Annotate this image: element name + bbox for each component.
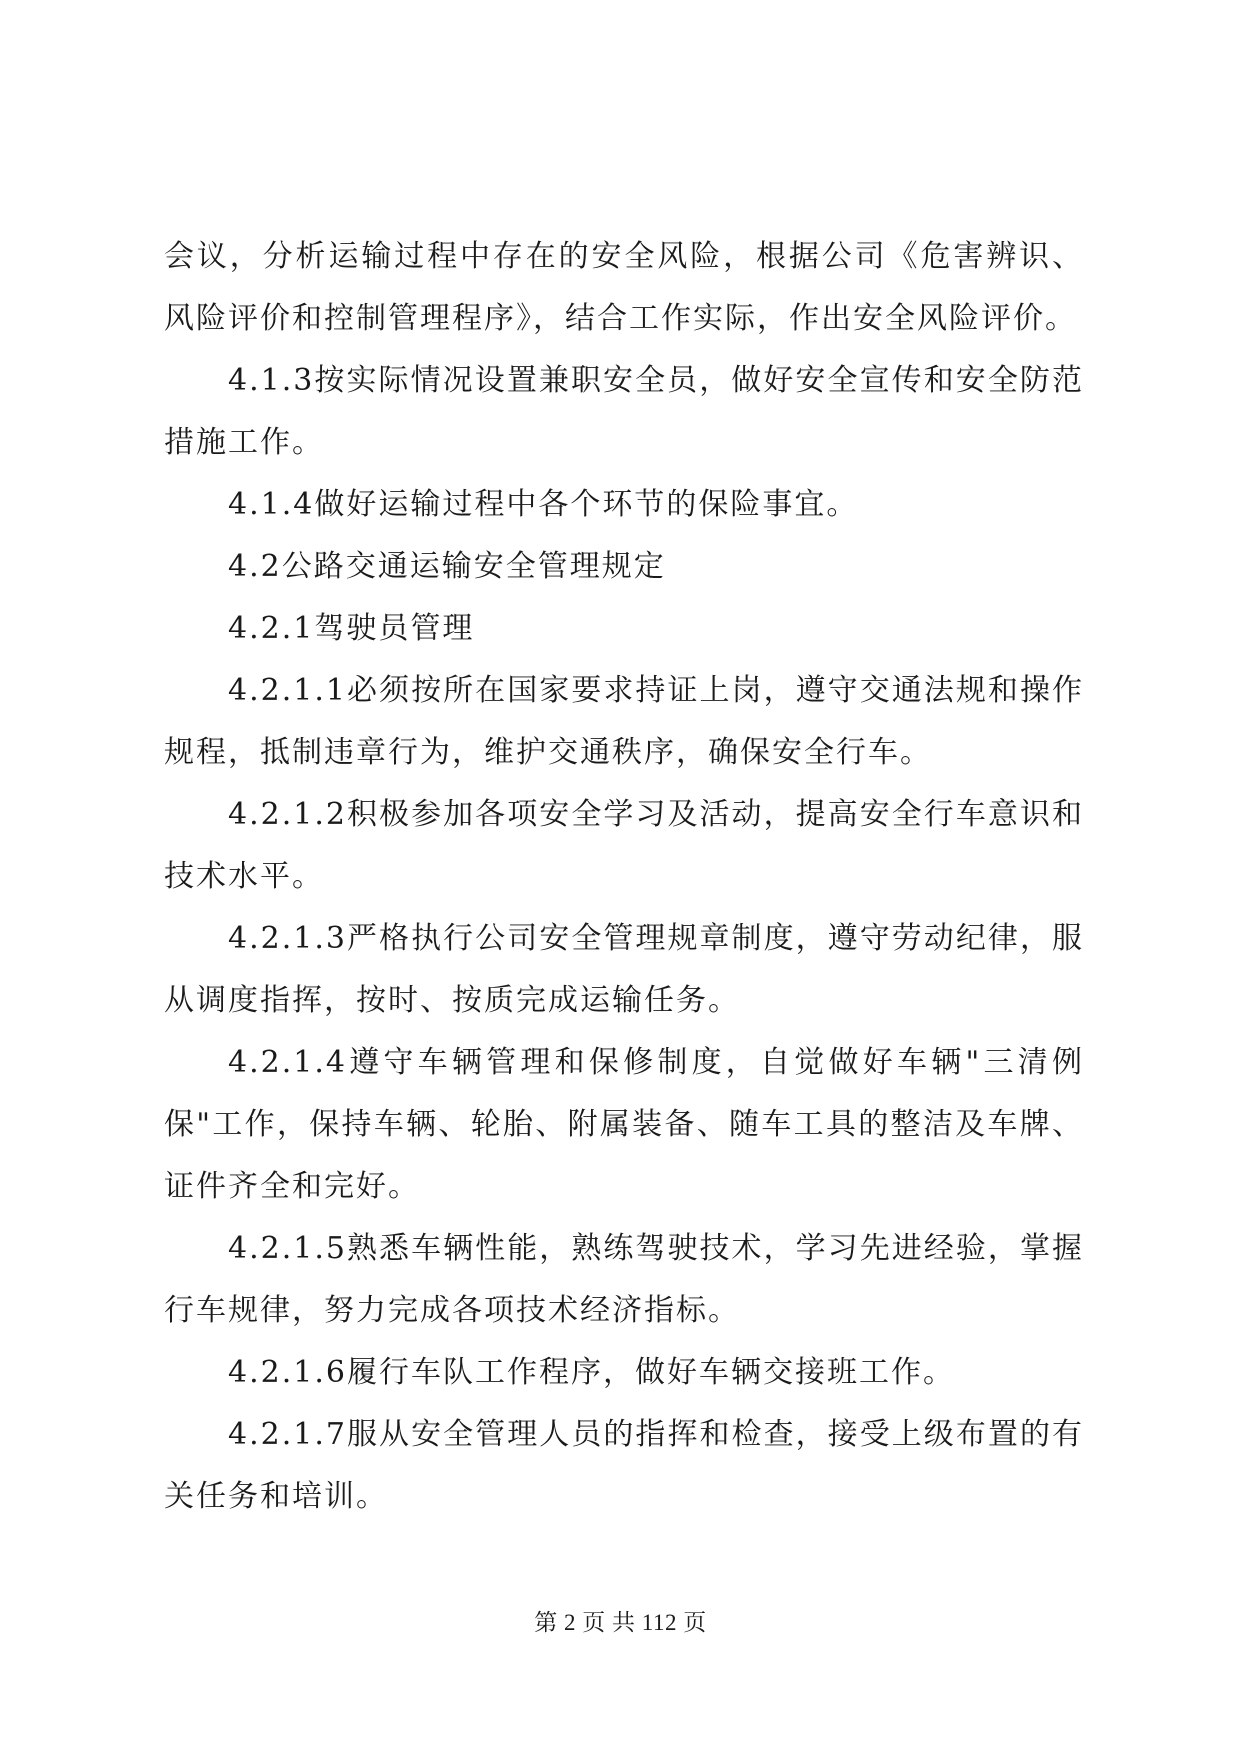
paragraph-4-2-1-2: 4.2.1.2积极参加各项安全学习及活动，提高安全行车意识和技术水平。	[164, 797, 1084, 894]
section-heading-4-2: 4.2公路交通运输安全管理规定	[228, 549, 666, 584]
document-body	[164, 226, 1084, 1528]
page-footer	[0, 1604, 1241, 1637]
paragraph-4-2-1-1: 4.2.1.1必须按所在国家要求持证上岗，遵守交通法规和操作规程，抵制违章行为，维护交通秩序，确保安全行车。	[164, 673, 1084, 770]
paragraph-4-1-4: 4.1.4做好运输过程中各个环节的保险事宜。	[228, 487, 859, 522]
paragraph-4-2-1-3: 4.2.1.3严格执行公司安全管理规章制度，遵守劳动纪律，服从调度指挥，按时、按质完成运输任务。	[164, 921, 1084, 1018]
paragraph-4-1-3: 4.1.3按实际情况设置兼职安全员，做好安全宣传和安全防范措施工作。	[164, 363, 1084, 460]
paragraph-continuation: 会议，分析运输过程中存在的安全风险，根据公司《危害辨识、风险评价和控制管理程序》，结合工作实际，作出安全风险评价。	[164, 239, 1084, 336]
paragraph-4-2-1-7: 4.2.1.7服从安全管理人员的指挥和检查，接受上级布置的有关任务和培训。	[164, 1417, 1084, 1514]
section-heading-4-2-1: 4.2.1驾驶员管理	[228, 611, 475, 646]
paragraph-4-2-1-6: 4.2.1.6履行车队工作程序，做好车辆交接班工作。	[228, 1355, 955, 1390]
paragraph-4-2-1-5: 4.2.1.5熟悉车辆性能，熟练驾驶技术，学习先进经验，掌握行车规律，努力完成各项技术经济指标。	[164, 1231, 1084, 1328]
paragraph-4-2-1-4: 4.2.1.4遵守车辆管理和保修制度，自觉做好车辆"三清例保"工作，保持车辆、轮胎、附属装备、随车工具的整洁及车牌、证件齐全和完好。	[164, 1045, 1084, 1204]
page-number-label: 第 2 页 共 112 页	[534, 1610, 707, 1635]
